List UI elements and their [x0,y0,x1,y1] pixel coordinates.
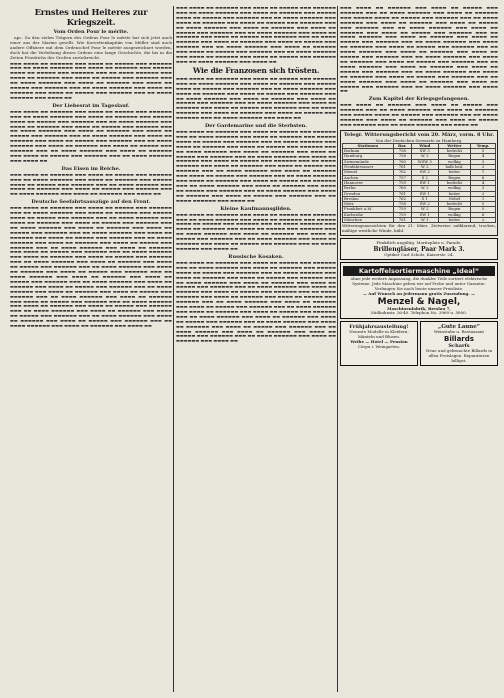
weather-cell: 760 [393,186,411,191]
body-text-block: ▬▬▬ ▬▬▬▬ ▬▬ ▬▬▬▬▬▬ ▬▬▬ ▬▬▬▬ ▬▬ ▬▬▬▬▬ ▬▬▬ ▬▬▬▬▬▬ ▬▬▬ ▬▬ ▬▬▬▬ ▬▬▬▬▬▬ ▬▬▬ ▬▬▬▬ ▬▬ ▬▬▬▬▬▬ ▬▬▬ ▬▬▬▬▬ ▬▬▬▬ ▬▬ ▬▬▬▬▬ ▬▬▬ ▬▬▬▬▬▬ ▬▬▬ ▬▬ ▬▬▬▬ ▬▬▬▬▬▬ ▬▬▬ ▬▬▬▬ ▬▬ ▬▬▬▬▬▬ ▬▬▬ ▬▬▬▬ ▬▬ ▬▬▬▬▬ ▬▬▬ ▬▬▬▬▬▬ ▬▬▬ ▬▬ ▬▬▬▬ ▬▬▬▬▬▬ ▬▬▬ ▬▬▬▬ ▬▬ ▬▬▬▬▬▬ ▬▬▬ ▬▬▬▬ ▬▬ [10,171,172,197]
ad-gutelaune [420,321,498,366]
body-text-block: ▬▬▬ ▬▬▬▬ ▬▬ ▬▬▬▬▬▬ ▬▬▬ ▬▬▬▬ ▬▬ ▬▬▬▬▬ ▬▬▬ ▬▬▬▬▬▬ ▬▬▬ ▬▬ ▬▬▬▬ ▬▬▬▬▬▬ ▬▬▬ ▬▬▬▬ ▬▬ ▬▬▬▬▬▬ ▬▬▬ ▬▬▬▬▬ ▬▬▬▬ ▬▬ ▬▬▬▬▬ ▬▬▬ ▬▬▬▬▬▬ ▬▬▬ ▬▬ ▬▬▬▬ ▬▬▬▬▬▬ ▬▬▬ ▬▬▬▬ ▬▬ ▬▬▬▬▬▬ ▬▬▬ ▬▬▬▬ ▬▬ ▬▬▬▬▬ ▬▬▬ ▬▬▬▬▬▬ ▬▬▬ ▬▬ ▬▬▬▬ ▬▬▬▬▬▬ ▬▬▬ ▬▬▬▬ ▬▬ ▬▬▬▬▬▬ ▬▬▬ ▬▬▬▬ ▬▬ ▬▬▬▬▬ ▬▬▬ ▬▬▬▬▬▬ ▬▬▬ ▬▬ ▬▬▬▬ ▬▬▬▬▬▬ ▬▬▬ ▬▬▬▬ ▬▬ ▬▬▬▬▬▬ ▬▬▬ ▬▬▬▬ ▬▬ ▬▬▬▬▬ ▬▬▬ ▬▬▬▬▬▬ ▬▬▬ ▬▬ ▬▬▬▬ ▬▬▬▬▬▬ ▬▬▬ ▬▬▬▬ ▬▬ ▬▬▬▬▬▬ ▬▬▬ ▬▬▬▬ ▬▬ ▬▬▬▬▬ ▬▬▬ ▬▬▬▬▬▬ ▬▬▬ ▬▬ ▬▬▬▬ ▬▬▬▬▬▬ ▬▬▬ ▬▬▬▬ ▬▬ [176,75,336,121]
ad-menzel-addr: Südbahnstr. 26-40. Telephon No. 3969 u. 5800. [371,310,467,316]
weather-cell: Memel [343,170,394,175]
body-text-block: ▬▬▬ ▬▬▬▬ ▬▬ ▬▬▬▬▬▬ ▬▬▬ ▬▬▬▬ ▬▬ ▬▬▬▬▬ ▬▬▬ ▬▬▬▬▬▬ ▬▬▬ ▬▬ ▬▬▬▬ ▬▬▬▬▬▬ ▬▬▬ ▬▬▬▬ ▬▬ ▬▬▬▬▬▬ ▬▬▬ ▬▬▬▬▬ ▬▬▬▬ ▬▬ ▬▬▬▬▬ ▬▬▬ ▬▬▬▬▬▬ ▬▬▬ ▬▬ ▬▬▬▬ ▬▬▬▬▬▬ ▬▬▬ ▬▬▬▬ ▬▬ ▬▬▬▬▬▬ ▬▬▬ ▬▬▬▬ ▬▬ ▬▬▬▬▬ ▬▬▬ ▬▬▬▬▬▬ ▬▬▬ ▬▬ ▬▬▬▬ ▬▬▬▬▬▬ ▬▬▬ ▬▬▬▬ ▬▬ ▬▬▬▬▬▬ ▬▬▬ ▬▬▬▬ ▬▬ ▬▬▬▬▬ ▬▬▬ ▬▬▬▬▬▬ ▬▬▬ ▬▬ ▬▬▬▬ ▬▬▬▬▬▬ ▬▬▬ ▬▬▬▬ ▬▬ ▬▬▬▬▬▬ ▬▬▬ ▬▬▬▬ ▬▬ ▬▬▬▬▬ ▬▬▬ ▬▬▬▬▬▬ ▬▬▬ ▬▬ ▬▬▬▬ ▬▬▬▬▬▬ ▬▬▬ ▬▬▬▬ ▬▬ [176,211,336,251]
weather-cell: Karlsruhe [343,212,394,217]
body-text-block: ▬▬▬ ▬▬▬▬ ▬▬ ▬▬▬▬▬▬ ▬▬▬ ▬▬▬▬ ▬▬ ▬▬▬▬▬ ▬▬▬ ▬▬▬▬▬▬ ▬▬▬ ▬▬ ▬▬▬▬ ▬▬▬▬▬▬ ▬▬▬ ▬▬▬▬ ▬▬ ▬▬▬▬▬▬ ▬▬▬ ▬▬▬▬▬ ▬▬▬▬ ▬▬ ▬▬▬▬▬ ▬▬▬ ▬▬▬▬▬▬ ▬▬▬ ▬▬ ▬▬▬▬ ▬▬▬▬▬▬ ▬▬▬ ▬▬▬▬ ▬▬ ▬▬▬▬▬▬ ▬▬▬ ▬▬▬▬ ▬▬ ▬▬▬▬▬ ▬▬▬ ▬▬▬▬▬▬ ▬▬▬ ▬▬ ▬▬▬▬ ▬▬▬▬▬▬ ▬▬▬ ▬▬▬▬ ▬▬ [340,102,498,127]
weather-cell: bedeckt [438,202,471,207]
weather-cell: Frankfurt a.M. [343,207,394,212]
weather-cell: S 2 [411,175,438,180]
weather-cell: Swinemünde [343,159,394,164]
weather-cell: 758 [393,202,411,207]
weather-cell: 5 [471,202,496,207]
weather-cell: Dresden [343,191,394,196]
weather-cell: 3 [471,159,496,164]
body-text-block: ▬▬▬ ▬▬▬▬ ▬▬ ▬▬▬▬▬▬ ▬▬▬ ▬▬▬▬ ▬▬ ▬▬▬▬▬ ▬▬▬ ▬▬▬▬▬▬ ▬▬▬ ▬▬ ▬▬▬▬ ▬▬▬▬▬▬ ▬▬▬ ▬▬▬▬ ▬▬ ▬▬▬▬▬▬ ▬▬▬ ▬▬▬▬▬ ▬▬▬▬ ▬▬ ▬▬▬▬▬ ▬▬▬ ▬▬▬▬▬▬ ▬▬▬ ▬▬ ▬▬▬▬ ▬▬▬▬▬▬ ▬▬▬ ▬▬▬▬ ▬▬ ▬▬▬▬▬▬ ▬▬▬ ▬▬▬▬ ▬▬ ▬▬▬▬▬ ▬▬▬ ▬▬▬▬▬▬ ▬▬▬ ▬▬ ▬▬▬▬ ▬▬▬▬▬▬ ▬▬▬ ▬▬▬▬ ▬▬ ▬▬▬▬▬▬ ▬▬▬ ▬▬▬▬ ▬▬ ▬▬▬▬▬ ▬▬▬ ▬▬▬▬▬▬ ▬▬▬ ▬▬ ▬▬▬▬ ▬▬▬▬▬▬ ▬▬▬ ▬▬▬▬ ▬▬ ▬▬▬▬▬▬ ▬▬▬ ▬▬▬▬ ▬▬ ▬▬▬▬▬ ▬▬▬ ▬▬▬▬▬▬ ▬▬▬ ▬▬ ▬▬▬▬ ▬▬▬▬▬▬ ▬▬▬ ▬▬▬▬ ▬▬ ▬▬▬▬▬▬ ▬▬▬ ▬▬▬▬ ▬▬ ▬▬▬▬▬ ▬▬▬ ▬▬▬▬▬▬ ▬▬▬ ▬▬ ▬▬▬▬ ▬▬▬▬▬▬ ▬▬▬ ▬▬▬▬ ▬▬ ▬▬▬▬▬▬ ▬▬▬ ▬▬▬▬ ▬▬ ▬▬▬▬▬ ▬▬▬ ▬▬▬▬▬▬ ▬▬▬ ▬▬ ▬▬▬▬ ▬▬▬▬▬▬ ▬▬▬ ▬▬▬▬ ▬▬ ▬▬▬▬▬▬ ▬▬▬ ▬▬▬▬ ▬▬ ▬▬▬▬▬ ▬▬▬ ▬▬▬▬▬▬ ▬▬▬ ▬▬ ▬▬▬▬ ▬▬▬▬▬▬ ▬▬▬ ▬▬▬▬ ▬▬ ▬▬▬▬▬▬ ▬▬▬ ▬▬▬▬ ▬▬ ▬▬▬▬▬ ▬▬▬ ▬▬▬▬▬▬ ▬▬▬ ▬▬ ▬▬▬▬ ▬▬▬▬▬▬ ▬▬▬ ▬▬▬▬ ▬▬ ▬▬▬▬▬▬ ▬▬▬ ▬▬▬▬ ▬▬ ▬▬▬▬▬ ▬▬▬ ▬▬▬▬▬▬ ▬▬▬ ▬▬ ▬▬▬▬ ▬▬▬▬▬▬ ▬▬▬ ▬▬▬▬ ▬▬ ▬▬▬▬▬▬ ▬▬▬ ▬▬▬▬ ▬▬ ▬▬▬▬▬ ▬▬▬ ▬▬▬▬▬▬ ▬▬▬ ▬▬ ▬▬▬▬ ▬▬▬▬▬▬ ▬▬▬ ▬▬▬▬ ▬▬ ▬▬▬▬▬▬ ▬▬▬ ▬▬▬▬ ▬▬ [176,259,336,344]
section-heading-eisen: Das Eisen im Reiche. [61,165,121,172]
weather-cell: München [343,218,394,223]
weather-cell: S 1 [411,196,438,201]
weather-cell: 6 [471,175,496,180]
section-heading-franzosen: Wie die Franzosen sich trösten. [192,65,320,75]
ad-brillen [340,238,498,261]
ad-billards-title: Billards [444,335,474,344]
body-text-block: ▬▬▬ ▬▬▬▬ ▬▬ ▬▬▬▬▬▬ ▬▬▬ ▬▬▬▬ ▬▬ ▬▬▬▬▬ ▬▬▬ ▬▬▬▬▬▬ ▬▬▬ ▬▬ ▬▬▬▬ ▬▬▬▬▬▬ ▬▬▬ ▬▬▬▬ ▬▬ ▬▬▬▬▬▬ ▬▬▬ ▬▬▬▬▬ ▬▬▬▬ ▬▬ ▬▬▬▬▬ ▬▬▬ ▬▬▬▬▬▬ ▬▬▬ ▬▬ ▬▬▬▬ ▬▬▬▬▬▬ ▬▬▬ ▬▬▬▬ ▬▬ ▬▬▬▬▬▬ ▬▬▬ ▬▬▬▬ ▬▬ ▬▬▬▬▬ ▬▬▬ ▬▬▬▬▬▬ ▬▬▬ ▬▬ ▬▬▬▬ ▬▬▬▬▬▬ ▬▬▬ ▬▬▬▬ ▬▬ ▬▬▬▬▬▬ ▬▬▬ ▬▬▬▬ ▬▬ ▬▬▬▬▬ ▬▬▬ ▬▬▬▬▬▬ ▬▬▬ ▬▬ ▬▬▬▬ ▬▬▬▬▬▬ ▬▬▬ ▬▬▬▬ ▬▬ ▬▬▬▬▬▬ ▬▬▬ ▬▬▬▬ ▬▬ ▬▬▬▬▬ ▬▬▬ ▬▬▬▬▬▬ ▬▬▬ ▬▬ ▬▬▬▬ ▬▬▬▬▬▬ ▬▬▬ ▬▬▬▬ ▬▬ ▬▬▬▬▬▬ ▬▬▬ ▬▬▬▬ ▬▬ ▬▬▬▬▬ ▬▬▬ ▬▬▬▬▬▬ ▬▬▬ ▬▬ ▬▬▬▬ ▬▬▬▬▬▬ ▬▬▬ ▬▬▬▬ ▬▬ ▬▬▬▬▬▬ ▬▬▬ ▬▬▬▬ ▬▬ ▬▬▬▬▬ ▬▬▬ ▬▬▬▬▬▬ ▬▬▬ ▬▬ ▬▬▬▬ ▬▬▬▬▬▬ ▬▬▬ ▬▬▬▬ ▬▬ ▬▬▬▬▬▬ ▬▬▬ ▬▬▬▬ ▬▬ ▬▬▬▬▬ ▬▬▬ ▬▬▬▬▬▬ ▬▬▬ ▬▬ ▬▬▬▬ ▬▬▬▬▬▬ ▬▬▬ ▬▬▬▬ ▬▬ ▬▬▬▬▬▬ ▬▬▬ ▬▬▬▬ ▬▬ ▬▬▬▬▬ ▬▬▬ ▬▬▬▬▬▬ ▬▬▬ ▬▬ ▬▬▬▬ ▬▬▬▬▬▬ ▬▬▬ ▬▬▬▬ ▬▬ ▬▬▬▬▬▬ ▬▬▬ ▬▬▬▬ ▬▬ ▬▬▬▬▬ ▬▬▬ ▬▬▬▬▬▬ ▬▬▬ ▬▬ ▬▬▬▬ ▬▬▬▬▬▬ ▬▬▬ ▬▬▬▬ ▬▬ [176,129,336,203]
weather-cell: wolkig [438,212,471,217]
weather-cell: 3 [471,186,496,191]
weather-cell: Regen [438,175,471,180]
weather-cell: 757 [393,175,411,180]
weather-cell: Berlin [343,186,394,191]
ad-row [340,321,498,366]
body-text-block: ▬▬▬ ▬▬▬▬ ▬▬ ▬▬▬▬▬▬ ▬▬▬ ▬▬▬▬ ▬▬ ▬▬▬▬▬ ▬▬▬ ▬▬▬▬▬▬ ▬▬▬ ▬▬ ▬▬▬▬ ▬▬▬▬▬▬ ▬▬▬ ▬▬▬▬ ▬▬ ▬▬▬▬▬▬ ▬▬▬ ▬▬▬▬▬ ▬▬▬▬ ▬▬ ▬▬▬▬▬ ▬▬▬ ▬▬▬▬▬▬ ▬▬▬ ▬▬ ▬▬▬▬ ▬▬▬▬▬▬ ▬▬▬ ▬▬▬▬ ▬▬ ▬▬▬▬▬▬ ▬▬▬ ▬▬▬▬ ▬▬ ▬▬▬▬▬ ▬▬▬ ▬▬▬▬▬▬ ▬▬▬ ▬▬ ▬▬▬▬ ▬▬▬▬▬▬ ▬▬▬ ▬▬▬▬ ▬▬ ▬▬▬▬▬▬ ▬▬▬ ▬▬▬▬ ▬▬ ▬▬▬▬▬ ▬▬▬ ▬▬▬▬▬▬ ▬▬▬ ▬▬ ▬▬▬▬ ▬▬▬▬▬▬ ▬▬▬ ▬▬▬▬ ▬▬ ▬▬▬▬▬▬ ▬▬▬ ▬▬▬▬ ▬▬ ▬▬▬▬▬ ▬▬▬ ▬▬▬▬▬▬ ▬▬▬ ▬▬ ▬▬▬▬ ▬▬▬▬▬▬ ▬▬▬ ▬▬▬▬ ▬▬ ▬▬▬▬▬▬ ▬▬▬ ▬▬▬▬ ▬▬ ▬▬▬▬▬ ▬▬▬ ▬▬▬▬▬▬ ▬▬▬ ▬▬ ▬▬▬▬ ▬▬▬▬▬▬ ▬▬▬ ▬▬▬▬ ▬▬ ▬▬▬▬▬▬ ▬▬▬ ▬▬▬▬ ▬▬ ▬▬▬▬▬ ▬▬▬ ▬▬▬▬▬▬ ▬▬▬ ▬▬ ▬▬▬▬ ▬▬▬▬▬▬ ▬▬▬ ▬▬▬▬ ▬▬ [10,108,172,163]
ad-kartoffel [340,262,498,319]
body-text-block: ▬▬▬ ▬▬▬▬ ▬▬ ▬▬▬▬▬▬ ▬▬▬ ▬▬▬▬ ▬▬ ▬▬▬▬▬ ▬▬▬ ▬▬▬▬▬▬ ▬▬▬ ▬▬ ▬▬▬▬ ▬▬▬▬▬▬ ▬▬▬ ▬▬▬▬ ▬▬ ▬▬▬▬▬▬ ▬▬▬ ▬▬▬▬▬ ▬▬▬▬ ▬▬ ▬▬▬▬▬ ▬▬▬ ▬▬▬▬▬▬ ▬▬▬ ▬▬ ▬▬▬▬ ▬▬▬▬▬▬ ▬▬▬ ▬▬▬▬ ▬▬ ▬▬▬▬▬▬ ▬▬▬ ▬▬▬▬ ▬▬ ▬▬▬▬▬ ▬▬▬ ▬▬▬▬▬▬ ▬▬▬ ▬▬ ▬▬▬▬ ▬▬▬▬▬▬ ▬▬▬ ▬▬▬▬ ▬▬ ▬▬▬▬▬▬ ▬▬▬ ▬▬▬▬ ▬▬ ▬▬▬▬▬ ▬▬▬ ▬▬▬▬▬▬ ▬▬▬ ▬▬ ▬▬▬▬ ▬▬▬▬▬▬ ▬▬▬ ▬▬▬▬ ▬▬ ▬▬▬▬▬▬ ▬▬▬ ▬▬▬▬ ▬▬ ▬▬▬▬▬ ▬▬▬ ▬▬▬▬▬▬ ▬▬▬ ▬▬ ▬▬▬▬ ▬▬▬▬▬▬ ▬▬▬ ▬▬▬▬ ▬▬ ▬▬▬▬▬▬ ▬▬▬ ▬▬▬▬ ▬▬ ▬▬▬▬▬ ▬▬▬ ▬▬▬▬▬▬ ▬▬▬ ▬▬ ▬▬▬▬ ▬▬▬▬▬▬ ▬▬▬ ▬▬▬▬ ▬▬ ▬▬▬▬▬▬ ▬▬▬ ▬▬▬▬ ▬▬ ▬▬▬▬▬ ▬▬▬ ▬▬▬▬▬▬ ▬▬▬ ▬▬ ▬▬▬▬ ▬▬▬▬▬▬ ▬▬▬ ▬▬▬▬ ▬▬ ▬▬▬▬▬▬ ▬▬▬ ▬▬▬▬ ▬▬ ▬▬▬▬▬ ▬▬▬ ▬▬▬▬▬▬ ▬▬▬ ▬▬ ▬▬▬▬ ▬▬▬▬▬▬ ▬▬▬ ▬▬▬▬ ▬▬ ▬▬▬▬▬▬ ▬▬▬ ▬▬▬▬ ▬▬ ▬▬▬▬▬ ▬▬▬ ▬▬▬▬▬▬ ▬▬▬ ▬▬ ▬▬▬▬ ▬▬▬▬▬▬ ▬▬▬ ▬▬▬▬ ▬▬ ▬▬▬▬▬▬ ▬▬▬ ▬▬▬▬ ▬▬ ▬▬▬▬▬ ▬▬▬ ▬▬▬▬▬▬ ▬▬▬ ▬▬ ▬▬▬▬ ▬▬▬▬▬▬ ▬▬▬ ▬▬▬▬ ▬▬ ▬▬▬▬▬▬ ▬▬▬ ▬▬▬▬ ▬▬ ▬▬▬▬▬ ▬▬▬ ▬▬▬▬▬▬ ▬▬▬ ▬▬ ▬▬▬▬ ▬▬▬▬▬▬ ▬▬▬ ▬▬▬▬ ▬▬ [340,6,498,94]
weather-cell: bedeckt [438,180,471,185]
column-2 [176,6,336,692]
weather-header: Temp. [471,143,496,148]
weather-cell: Breslau [343,196,394,201]
body-text-block: ▬▬▬ ▬▬▬▬ ▬▬ ▬▬▬▬▬▬ ▬▬▬ ▬▬▬▬ ▬▬ ▬▬▬▬▬ ▬▬▬ ▬▬▬▬▬▬ ▬▬▬ ▬▬ ▬▬▬▬ ▬▬▬▬▬▬ ▬▬▬ ▬▬▬▬ ▬▬ ▬▬▬▬▬▬ ▬▬▬ ▬▬▬▬▬ ▬▬▬▬ ▬▬ ▬▬▬▬▬ ▬▬▬ ▬▬▬▬▬▬ ▬▬▬ ▬▬ ▬▬▬▬ ▬▬▬▬▬▬ ▬▬▬ ▬▬▬▬ ▬▬ ▬▬▬▬▬▬ ▬▬▬ ▬▬▬▬ ▬▬ ▬▬▬▬▬ ▬▬▬ ▬▬▬▬▬▬ ▬▬▬ ▬▬ ▬▬▬▬ ▬▬▬▬▬▬ ▬▬▬ ▬▬▬▬ ▬▬ ▬▬▬▬▬▬ ▬▬▬ ▬▬▬▬ ▬▬ ▬▬▬▬▬ ▬▬▬ ▬▬▬▬▬▬ ▬▬▬ ▬▬ ▬▬▬▬ ▬▬▬▬▬▬ ▬▬▬ ▬▬▬▬ ▬▬ ▬▬▬▬▬▬ ▬▬▬ ▬▬▬▬ ▬▬ ▬▬▬▬▬ ▬▬▬ ▬▬▬▬▬▬ ▬▬▬ ▬▬ ▬▬▬▬ ▬▬▬▬▬▬ ▬▬▬ ▬▬▬▬ ▬▬ [10,60,172,100]
weather-cell: SW 2 [411,170,438,175]
weather-cell: 758 [393,154,411,159]
ad-gutelaune-sub: Weinstube u. Restaurant [433,329,485,335]
ad-billards-text: Neue und gebrauchte Billards in allen Preislagen. Reparaturen billigst. [425,348,493,363]
weather-cell: Borkum [343,149,394,154]
weather-cell: SW 1 [411,180,438,185]
weather-cell: Regen [438,207,471,212]
ad-menzel-sub: Maschinenfabrik, Breslau 7, [387,305,451,311]
weather-cell: 5 [471,207,496,212]
weather-cell: 761 [393,165,411,170]
weather-cell: heiter [438,218,471,223]
weather-cell: Aachen [343,175,394,180]
weather-cell: Neufahrwasser [343,165,394,170]
section-heading-orden: Vom Orden Pour le mérite. [53,29,129,35]
ad-kartoffel-title: Kartoffelsortiermaschine „Ideal“ [343,266,495,276]
ad-gutelaune-title: „Gute Laune“ [438,324,480,331]
ad-fruehjahr-title: Frühjahrsaustellung! [349,324,409,331]
weather-header: Wetter [438,143,471,148]
ad-kartoffel-note: — Auf Wunsch an jedermann gratis Zusendung. — [362,290,476,296]
newspaper-page [10,6,498,692]
weather-subtitle: Von der Deutschen Seewarte zu Hamburg. [375,137,463,143]
weather-header: Stationen [343,143,394,148]
weather-report [340,130,498,236]
ad-fruehjahr [340,321,418,366]
weather-cell: Regen [438,154,471,159]
weather-cell: W 2 [411,154,438,159]
section-heading-liebesrat: Der Liebesrat im Tageslauf. [52,102,130,109]
column-1 [10,6,172,692]
weather-cell: Metz [343,202,394,207]
weather-cell: wolkig [438,159,471,164]
weather-cell: 759 [393,207,411,212]
weather-cell: 2 [471,218,496,223]
ad-billards-sub: Scharfs [448,343,470,350]
ad-menzel-title: Menzel & Nagel, [377,296,461,307]
weather-cell: 761 [393,218,411,223]
weather-cell: 761 [393,191,411,196]
weather-cell: 1 [471,170,496,175]
section-heading-gefangene: Zum Kapitel der Kriegsgefangenen. [368,96,470,103]
weather-cell: Hannover [343,180,394,185]
body-text-block: ▬▬▬ ▬▬▬▬ ▬▬ ▬▬▬▬▬▬ ▬▬▬ ▬▬▬▬ ▬▬ ▬▬▬▬▬ ▬▬▬ ▬▬▬▬▬▬ ▬▬▬ ▬▬ ▬▬▬▬ ▬▬▬▬▬▬ ▬▬▬ ▬▬▬▬ ▬▬ ▬▬▬▬▬▬ ▬▬▬ ▬▬▬▬▬ ▬▬▬▬ ▬▬ ▬▬▬▬▬ ▬▬▬ ▬▬▬▬▬▬ ▬▬▬ ▬▬ ▬▬▬▬ ▬▬▬▬▬▬ ▬▬▬ ▬▬▬▬ ▬▬ ▬▬▬▬▬▬ ▬▬▬ ▬▬▬▬ ▬▬ ▬▬▬▬▬ ▬▬▬ ▬▬▬▬▬▬ ▬▬▬ ▬▬ ▬▬▬▬ ▬▬▬▬▬▬ ▬▬▬ ▬▬▬▬ ▬▬ ▬▬▬▬▬▬ ▬▬▬ ▬▬▬▬ ▬▬ ▬▬▬▬▬ ▬▬▬ ▬▬▬▬▬▬ ▬▬▬ ▬▬ ▬▬▬▬ ▬▬▬▬▬▬ ▬▬▬ ▬▬▬▬ ▬▬ ▬▬▬▬▬▬ ▬▬▬ ▬▬▬▬ ▬▬ ▬▬▬▬▬ ▬▬▬ ▬▬▬▬▬▬ ▬▬▬ ▬▬ ▬▬▬▬ ▬▬▬▬▬▬ ▬▬▬ ▬▬▬▬ ▬▬ ▬▬▬▬▬▬ ▬▬▬ ▬▬▬▬ ▬▬ ▬▬▬▬▬ ▬▬▬ ▬▬▬▬▬▬ ▬▬▬ ▬▬ ▬▬▬▬ ▬▬▬▬▬▬ ▬▬▬ ▬▬▬▬ ▬▬ ▬▬▬▬▬▬ ▬▬▬ ▬▬▬▬ ▬▬ ▬▬▬▬▬ ▬▬▬ ▬▬▬▬▬▬ ▬▬▬ ▬▬ ▬▬▬▬ ▬▬▬▬▬▬ ▬▬▬ ▬▬▬▬ ▬▬ ▬▬▬▬▬▬ ▬▬▬ ▬▬▬▬ ▬▬ ▬▬▬▬▬ ▬▬▬ ▬▬▬▬▬▬ ▬▬▬ ▬▬ ▬▬▬▬ ▬▬▬▬▬▬ ▬▬▬ ▬▬▬▬ ▬▬ ▬▬▬▬▬▬ ▬▬▬ ▬▬▬▬ ▬▬ ▬▬▬▬▬ ▬▬▬ ▬▬▬▬▬▬ ▬▬▬ ▬▬ ▬▬▬▬ ▬▬▬▬▬▬ ▬▬▬ ▬▬▬▬ ▬▬ ▬▬▬▬▬▬ ▬▬▬ ▬▬▬▬ ▬▬ ▬▬▬▬▬ ▬▬▬ ▬▬▬▬▬▬ ▬▬▬ ▬▬ ▬▬▬▬ ▬▬▬▬▬▬ ▬▬▬ ▬▬▬▬ ▬▬ ▬▬▬▬▬▬ ▬▬▬ ▬▬▬▬ ▬▬ ▬▬▬▬▬ ▬▬▬ ▬▬▬▬▬▬ ▬▬▬ ▬▬ ▬▬▬▬ ▬▬▬▬▬▬ ▬▬▬ ▬▬▬▬ ▬▬ ▬▬▬▬▬▬ ▬▬▬ ▬▬▬▬ ▬▬ ▬▬▬▬▬ ▬▬▬ ▬▬▬▬▬▬ ▬▬▬ ▬▬ ▬▬▬▬ ▬▬▬▬▬▬ ▬▬▬ ▬▬▬▬ ▬▬ ▬▬▬▬▬▬ ▬▬▬ ▬▬▬▬ ▬▬ ▬▬▬▬▬ ▬▬▬ ▬▬▬▬▬▬ ▬▬▬ ▬▬ ▬▬▬▬ ▬▬▬▬▬▬ ▬▬▬ ▬▬▬▬ ▬▬ ▬▬▬▬▬▬ ▬▬▬ ▬▬▬▬ ▬▬ ▬▬▬▬▬ ▬▬▬ ▬▬▬▬▬▬ ▬▬▬ ▬▬ ▬▬▬▬ ▬▬▬▬▬▬ ▬▬▬ ▬▬▬▬ ▬▬ ▬▬▬▬▬▬ ▬▬▬ ▬▬▬▬ ▬▬ ▬▬▬▬▬ ▬▬▬ ▬▬▬▬▬▬ ▬▬▬ ▬▬ ▬▬▬▬ ▬▬▬▬▬▬ ▬▬▬ ▬▬▬▬ ▬▬ ▬▬▬▬▬▬ ▬▬▬ ▬▬▬▬ ▬▬ ▬▬▬▬▬ ▬▬▬ ▬▬▬▬▬▬ ▬▬▬ ▬▬ ▬▬▬▬ ▬▬▬▬▬▬ ▬▬▬ ▬▬▬▬ ▬▬ ▬▬▬▬▬▬ ▬▬▬ ▬▬▬▬ ▬▬ ▬▬▬▬▬ ▬▬▬ ▬▬▬▬▬▬ ▬▬▬ ▬▬ ▬▬▬▬ ▬▬▬▬▬▬ ▬▬▬ ▬▬▬▬ ▬▬ ▬▬▬▬▬▬ ▬▬▬ ▬▬▬▬ ▬▬ [10,205,172,329]
weather-cell: 756 [393,149,411,154]
ad-brillen-pre: Pünktlich ungültig. Moritzplatz u. Parade. [376,239,462,245]
weather-cell: bedeckt [438,149,471,154]
weather-cell: 762 [393,196,411,201]
ad-hotel-sub: Cörpu i. Weingarten. [357,343,401,349]
ad-brillen-title: Brillengläser, Paar Mark 3. [373,245,465,253]
weather-cell: WSW 3 [411,159,438,164]
weather-cell: SW 1 [411,212,438,217]
section-heading-kosaken: Russische Kosaken. [228,253,284,260]
weather-cell: W 2 [411,186,438,191]
weather-cell: Nebel [438,196,471,201]
ad-hotel-title: Weihe — Hotel — Pension [350,338,408,344]
weather-cell: 760 [393,159,411,164]
weather-title: Telegr. Witterungsbericht vom 20. März, vorm. 8 Uhr. [343,131,495,138]
weather-cell: 762 [393,170,411,175]
article-intro: npc. Zu den vielen Trägern des Ordens Pour le mérite hat sich jetzt auch einer aus der Marine gesellt. Wie Korvettenkapitän von Müller sind auch andere Offiziere mit dem Ordenschef Pour le mérite ausgezeichnet worden, doch hat die Verleihung dieses Ordens eine lange Geschichte, die bis in die Zeiten Friedrichs des Großen zurückreicht. [10,35,172,60]
weather-cell: 4 [471,154,496,159]
column-rule [173,6,174,692]
weather-note: Witterungsaussichten für den 21. März. Zeitweise aufklarend, trocken, mäßige westliche Winde, kühl. [342,223,496,234]
weather-cell: Hamburg [343,154,394,159]
weather-cell: 2 [471,191,496,196]
weather-row [343,218,496,223]
weather-cell: 6 [471,212,496,217]
column-rule [337,6,338,692]
weather-cell: wolkig [438,186,471,191]
article-orden [10,36,172,61]
weather-cell: W 2 [411,165,438,170]
weather-cell: heiter [438,191,471,196]
ad-kartoffel-text: ohne jede weitere Anpassung, die dunkler Teile sortiert elektrische Systeme. Jede Maschine geben wir auf Probe und unter Garantie. Verlangen Sie noch heute unsere Preisliste. [350,276,488,292]
section-heading-kaufmannsgilden: Kleine Kaufmannsgilden. [220,205,292,212]
weather-cell: 759 [393,180,411,185]
section-heading-seefahrt: Deutsche Seefahrtsauszüge auf den Front. [31,199,151,206]
weather-cell: W 1 [411,218,438,223]
weather-cell: halb bed. [438,165,471,170]
section-heading-gardemarine: Der Gardemarine und die Sterbsten. [204,123,308,130]
weather-table-body [343,149,496,223]
weather-header: Bar. [393,143,411,148]
weather-cell: W 2 [411,207,438,212]
weather-cell: SW 3 [411,149,438,154]
column-3 [340,6,498,692]
weather-cell: 4 [471,180,496,185]
weather-table [342,143,496,223]
weather-cell: 5 [471,149,496,154]
weather-cell: 2 [471,165,496,170]
weather-cell: 1 [471,196,496,201]
page-title: Ernstes und Heiteres zur Kriegszeit. [34,7,148,27]
ad-brillen-sub: Optiker Carl Scholz, Kaiserstr. 24. [384,251,454,257]
weather-cell: SW 2 [411,202,438,207]
weather-cell: 759 [393,212,411,217]
weather-cell: SW 1 [411,191,438,196]
body-text-block: ▬▬▬ ▬▬▬▬ ▬▬ ▬▬▬▬▬▬ ▬▬▬ ▬▬▬▬ ▬▬ ▬▬▬▬▬ ▬▬▬ ▬▬▬▬▬▬ ▬▬▬ ▬▬ ▬▬▬▬ ▬▬▬▬▬▬ ▬▬▬ ▬▬▬▬ ▬▬ ▬▬▬▬▬▬ ▬▬▬ ▬▬▬▬▬ ▬▬▬▬ ▬▬ ▬▬▬▬▬ ▬▬▬ ▬▬▬▬▬▬ ▬▬▬ ▬▬ ▬▬▬▬ ▬▬▬▬▬▬ ▬▬▬ ▬▬▬▬ ▬▬ ▬▬▬▬▬▬ ▬▬▬ ▬▬▬▬ ▬▬ ▬▬▬▬▬ ▬▬▬ ▬▬▬▬▬▬ ▬▬▬ ▬▬ ▬▬▬▬ ▬▬▬▬▬▬ ▬▬▬ ▬▬▬▬ ▬▬ ▬▬▬▬▬▬ ▬▬▬ ▬▬▬▬ ▬▬ ▬▬▬▬▬ ▬▬▬ ▬▬▬▬▬▬ ▬▬▬ ▬▬ ▬▬▬▬ ▬▬▬▬▬▬ ▬▬▬ ▬▬▬▬ ▬▬ ▬▬▬▬▬▬ ▬▬▬ ▬▬▬▬ ▬▬ ▬▬▬▬▬ ▬▬▬ ▬▬▬▬▬▬ ▬▬▬ ▬▬ ▬▬▬▬ ▬▬▬▬▬▬ ▬▬▬ ▬▬▬▬ ▬▬ ▬▬▬▬▬▬ ▬▬▬ ▬▬▬▬ ▬▬ ▬▬▬▬▬ ▬▬▬ ▬▬▬▬▬▬ ▬▬▬ ▬▬ ▬▬▬▬ ▬▬▬▬▬▬ ▬▬▬ ▬▬▬▬ ▬▬ ▬▬▬▬▬▬ ▬▬▬ ▬▬▬▬ ▬▬ ▬▬▬▬▬ ▬▬▬ ▬▬▬▬▬▬ ▬▬▬ ▬▬ ▬▬▬▬ ▬▬▬▬▬▬ ▬▬▬ ▬▬▬▬ ▬▬ ▬▬▬▬▬▬ ▬▬▬ ▬▬▬▬ ▬▬ ▬▬▬▬▬ ▬▬▬ ▬▬▬▬▬▬ ▬▬▬ ▬▬ ▬▬▬▬ ▬▬▬▬▬▬ ▬▬▬ ▬▬▬▬ ▬▬ [176,6,336,64]
ad-fruehjahr-text: Neueste Modelle in Kleidern, Mänteln und Blusen. [349,329,409,340]
weather-cell: heiter [438,170,471,175]
weather-header: Wind [411,143,438,148]
